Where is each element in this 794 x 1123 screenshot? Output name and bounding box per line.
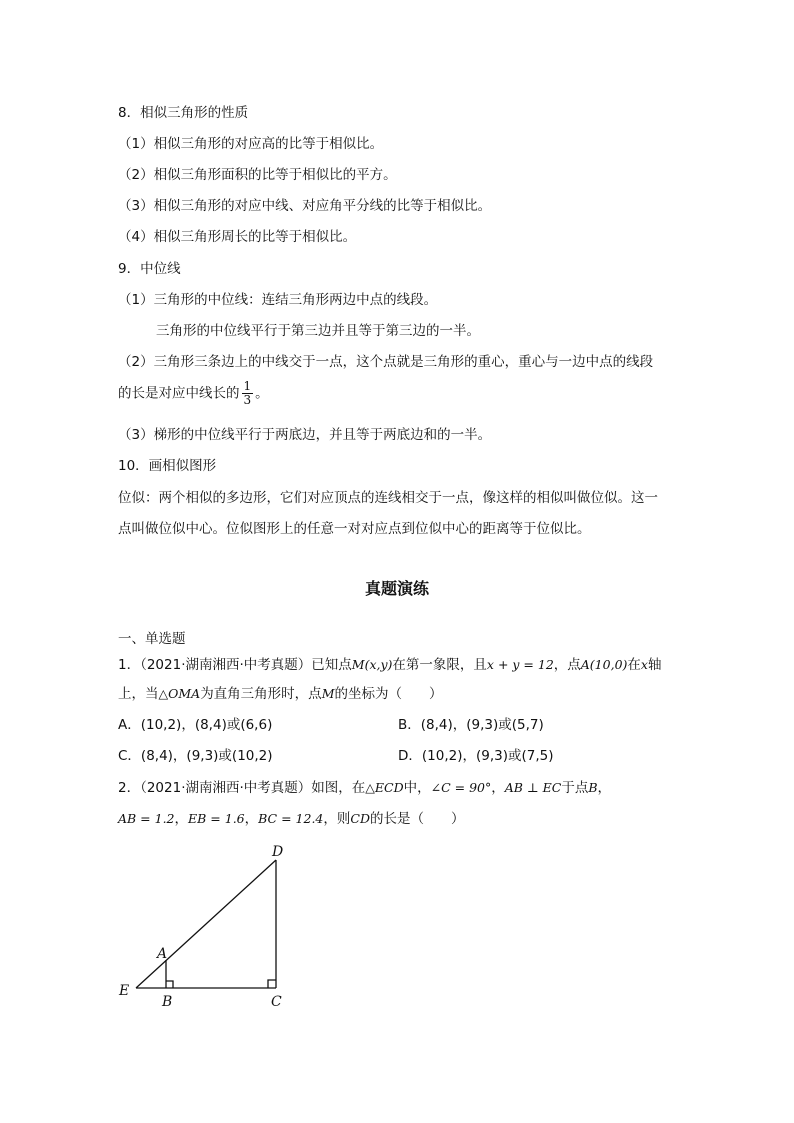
segment-ed <box>136 860 276 988</box>
q2-text-4: ， <box>597 780 612 796</box>
section8-item-2: （2）相似三角形面积的比等于相似比的平方。 <box>118 167 397 183</box>
fraction-numerator: 1 <box>243 379 252 393</box>
q1-source: 1．（2021·湖南湘西·中考真题）已知点 <box>118 657 352 673</box>
q1-m-var: M <box>321 686 335 701</box>
q1-x-var: x <box>640 657 648 672</box>
q2-bc: BC = 12.4 <box>258 811 324 826</box>
q1-text-4: 轴 <box>647 657 662 673</box>
label-e: E <box>119 983 130 999</box>
q2-text-6: 的长是（ ） <box>369 811 465 827</box>
q1-line2-b: 为直角三角形时，点 <box>200 686 322 702</box>
label-c: C <box>271 994 282 1010</box>
q1-line2-a: 上，当 <box>118 686 159 702</box>
q2-sep-1: ， <box>174 811 189 827</box>
q2-ab: AB = 1.2 <box>118 811 175 826</box>
label-b: B <box>162 994 173 1010</box>
section10-line-2: 点叫做位似中心。位似图形上的任意一对对应点到位似中心的距离等于位似比。 <box>118 521 591 537</box>
q2-cd: CD <box>350 811 370 826</box>
q2-text-2: ， <box>491 780 505 796</box>
section9-item-2b-text: 的长是对应中线长的 <box>118 385 240 402</box>
section10-heading: 10．画相似图形 <box>118 458 217 474</box>
section8-heading: 8．相似三角形的性质 <box>118 105 249 121</box>
q2-text-1: 中， <box>403 780 431 796</box>
section9-heading: 9．中位线 <box>118 261 181 277</box>
q2-text-3: 于点 <box>561 780 589 796</box>
q2-b-var: B <box>588 780 598 795</box>
section9-item-1b: 三角形的中位线平行于第三边并且等于第三边的一半。 <box>156 323 480 339</box>
section10-line-1: 位似：两个相似的多边形，它们对应顶点的连线相交于一点，像这样的相似叫做位似。这一 <box>118 490 658 506</box>
q1-equation: x + y = 12 <box>486 657 554 672</box>
section9-item-2: （2）三角形三条边上的中线交于一点，这个点就是三角形的重心，重心与一边中点的线段 <box>118 354 654 370</box>
section9-item-1: （1）三角形的中位线：连结三角形两边中点的线段。 <box>118 292 438 308</box>
q2-angle: ∠C = 90° <box>430 780 492 795</box>
q1-text-2: ，点 <box>553 657 581 673</box>
q2-perpendicular: AB ⊥ EC <box>504 780 562 795</box>
fraction-denominator: 3 <box>243 393 252 407</box>
label-a: A <box>157 946 168 962</box>
q1-option-a[interactable]: A．(10,2)，(8,4)或(6,6) <box>118 717 273 733</box>
single-choice-heading: 一、单选题 <box>118 631 186 647</box>
q1-text-1: 在第一象限，且 <box>392 657 487 673</box>
q2-triangle: △ECD <box>365 780 404 795</box>
q1-point-m: M(x,y) <box>351 657 393 672</box>
q2-sep-2: ， <box>244 811 259 827</box>
right-angle-mark-b <box>166 981 173 988</box>
q2-eb: EB = 1.6 <box>188 811 245 826</box>
q1-triangle: △OMA <box>158 686 201 701</box>
q1-option-c[interactable]: C．(8,4)，(9,3)或(10,2) <box>118 748 273 764</box>
q1-option-b[interactable]: B．(8,4)，(9,3)或(5,7) <box>398 717 544 733</box>
q1-option-d[interactable]: D．(10,2)，(9,3)或(7,5) <box>398 748 554 764</box>
q2-source: 2．（2021·湖南湘西·中考真题）如图，在 <box>118 780 366 796</box>
section8-item-1: （1）相似三角形的对应高的比等于相似比。 <box>118 136 384 152</box>
section9-item-3: （3）梯形的中位线平行于两底边，并且等于两底边和的一半。 <box>118 427 492 443</box>
q1-text-3: 在 <box>627 657 641 673</box>
q1-line2-c: 的坐标为（ ） <box>334 686 443 702</box>
section8-item-3: （3）相似三角形的对应中线、对应角平分线的比等于相似比。 <box>118 198 492 214</box>
q2-text-5: ，则 <box>323 811 351 827</box>
section9-item-2b-end: 。 <box>255 385 269 402</box>
practice-title: 真题演练 <box>364 579 429 598</box>
right-angle-mark-c <box>268 980 276 988</box>
label-d: D <box>272 844 284 860</box>
q1-point-a: A(10,0) <box>580 657 628 672</box>
section8-item-4: （4）相似三角形周长的比等于相似比。 <box>118 229 357 245</box>
